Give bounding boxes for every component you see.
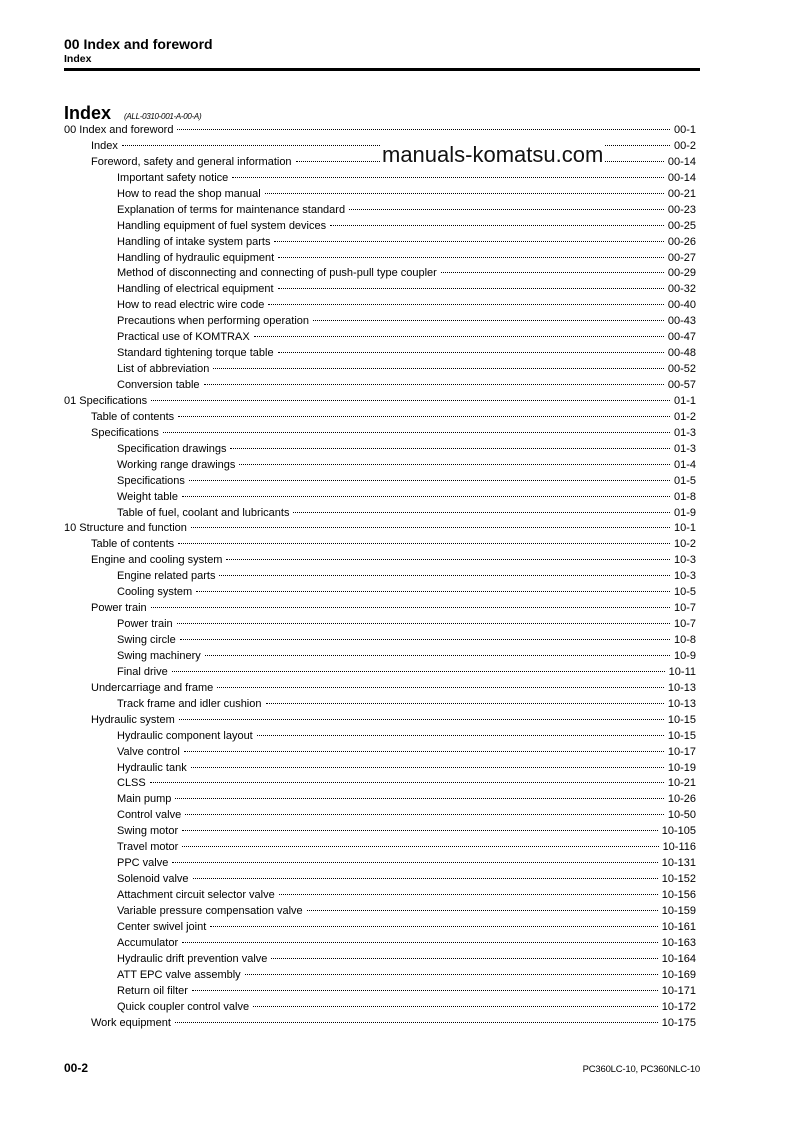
toc-entry-label: Swing motor bbox=[117, 825, 179, 838]
toc-entry[interactable] bbox=[64, 633, 696, 649]
dot-leader bbox=[191, 767, 664, 768]
toc-entry[interactable] bbox=[64, 314, 696, 330]
dot-leader bbox=[177, 129, 670, 130]
dot-leader bbox=[230, 448, 670, 449]
toc-entry-page: 01-3 bbox=[673, 426, 696, 439]
toc-entry-page: 00-1 bbox=[673, 124, 696, 136]
toc-entry[interactable] bbox=[64, 792, 696, 808]
toc-entry-page: 00-48 bbox=[667, 347, 696, 360]
dot-leader bbox=[265, 193, 664, 194]
toc-entry-label: Control valve bbox=[117, 809, 182, 822]
toc-entry-label: Center swivel joint bbox=[117, 920, 207, 933]
toc-entry-label: Handling equipment of fuel system devices bbox=[117, 219, 327, 232]
toc-entry[interactable] bbox=[64, 585, 696, 601]
toc-entry[interactable] bbox=[64, 936, 696, 952]
toc-entry[interactable] bbox=[64, 824, 696, 840]
toc-entry-page: 10-3 bbox=[673, 554, 696, 567]
toc-entry-label: Engine and cooling system bbox=[91, 554, 223, 567]
toc-entry-page: 10-7 bbox=[673, 618, 696, 631]
toc-entry[interactable] bbox=[64, 490, 696, 506]
toc-entry-label: Specification drawings bbox=[117, 442, 227, 455]
dot-leader bbox=[313, 320, 664, 321]
toc-entry-page: 00-25 bbox=[667, 219, 696, 232]
document-code: (ALL-0310-001-A-00-A) bbox=[124, 112, 202, 121]
toc-entry-label: Work equipment bbox=[91, 1016, 171, 1029]
toc-entry[interactable] bbox=[64, 920, 696, 936]
dot-leader bbox=[257, 735, 664, 736]
dot-leader bbox=[179, 719, 664, 720]
toc-entry-page: 01-8 bbox=[673, 490, 696, 503]
toc-entry-page: 00-29 bbox=[667, 267, 696, 280]
toc-entry[interactable] bbox=[64, 442, 696, 458]
toc-entry-page: 10-169 bbox=[661, 968, 696, 981]
dot-leader bbox=[189, 480, 670, 481]
toc-entry-page: 01-1 bbox=[673, 394, 696, 407]
toc-entry-page: 10-26 bbox=[667, 793, 696, 806]
dot-leader bbox=[177, 623, 670, 624]
dot-leader bbox=[239, 464, 670, 465]
dot-leader bbox=[210, 926, 657, 927]
toc-entry-label: Hydraulic component layout bbox=[117, 729, 253, 742]
toc-entry[interactable] bbox=[64, 378, 696, 394]
toc-entry[interactable] bbox=[64, 697, 696, 713]
toc-entry[interactable] bbox=[64, 458, 696, 474]
toc-entry[interactable] bbox=[64, 330, 696, 346]
toc-entry-label: Method of disconnecting and connecting of push-pull type coupler bbox=[117, 267, 437, 280]
toc-entry-label: Conversion table bbox=[117, 379, 200, 391]
dot-leader bbox=[182, 942, 658, 943]
dot-leader bbox=[293, 512, 670, 513]
toc-entry[interactable] bbox=[64, 298, 696, 314]
dot-leader bbox=[163, 432, 670, 433]
toc-entry-page: 10-172 bbox=[661, 1000, 696, 1013]
toc-entry-page: 10-156 bbox=[661, 889, 696, 901]
dot-leader bbox=[217, 687, 664, 688]
toc-entry[interactable] bbox=[64, 235, 696, 251]
toc-entry-label: Hydraulic tank bbox=[117, 761, 187, 774]
toc-entry-page: 10-13 bbox=[667, 697, 696, 710]
toc-entry-page: 10-164 bbox=[661, 952, 696, 965]
toc-entry-page: 00-14 bbox=[667, 155, 696, 168]
toc-entry-page: 10-7 bbox=[673, 602, 696, 615]
toc-entry[interactable] bbox=[64, 729, 696, 745]
toc-entry-label: Handling of electrical equipment bbox=[117, 283, 274, 296]
toc-entry-label: Undercarriage and frame bbox=[91, 681, 214, 694]
toc-entry-label: How to read the shop manual bbox=[117, 187, 261, 200]
toc-entry-page: 10-15 bbox=[667, 713, 696, 726]
dot-leader bbox=[330, 225, 664, 226]
toc-entry[interactable] bbox=[64, 537, 696, 553]
toc-entry-page: 00-27 bbox=[667, 251, 696, 264]
dot-leader bbox=[185, 814, 664, 815]
toc-entry[interactable] bbox=[64, 346, 696, 362]
toc-entry[interactable] bbox=[64, 362, 696, 378]
toc-entry-label: 10 Structure and function bbox=[64, 522, 187, 535]
toc-entry[interactable] bbox=[64, 649, 696, 665]
dot-leader bbox=[226, 559, 670, 560]
toc-entry-label: Swing circle bbox=[117, 634, 176, 646]
toc-entry[interactable] bbox=[64, 266, 696, 282]
toc-entry-page: 10-105 bbox=[661, 825, 696, 838]
toc-entry-label: How to read electric wire code bbox=[117, 299, 265, 312]
toc-entry-label: Power train bbox=[91, 602, 147, 615]
toc-entry[interactable] bbox=[64, 251, 696, 267]
toc-entry-label: Weight table bbox=[117, 490, 178, 503]
toc-entry[interactable] bbox=[64, 952, 696, 968]
toc-entry[interactable] bbox=[64, 203, 696, 219]
dot-leader bbox=[307, 910, 658, 911]
toc-entry-label: Solenoid valve bbox=[117, 873, 189, 886]
toc-entry-page: 10-131 bbox=[661, 857, 696, 870]
model-designation: PC360LC-10, PC360NLC-10 bbox=[582, 1064, 700, 1075]
dot-leader bbox=[191, 527, 670, 528]
toc-entry[interactable] bbox=[64, 872, 696, 888]
toc-entry-label: Standard tightening torque table bbox=[117, 347, 274, 360]
toc-entry-label: Swing machinery bbox=[117, 649, 201, 662]
dot-leader bbox=[441, 272, 664, 273]
toc-entry-label: Table of contents bbox=[91, 410, 175, 423]
toc-entry-page: 10-50 bbox=[667, 809, 696, 822]
dot-leader bbox=[268, 304, 664, 305]
dot-leader bbox=[184, 751, 664, 752]
toc-entry-page: 00-14 bbox=[667, 171, 696, 184]
dot-leader bbox=[182, 830, 658, 831]
toc-entry-page: 10-163 bbox=[661, 936, 696, 949]
dot-leader bbox=[278, 352, 664, 353]
toc-entry[interactable] bbox=[64, 426, 696, 442]
toc-entry[interactable] bbox=[64, 617, 696, 633]
toc-entry-label: Variable pressure compensation valve bbox=[117, 904, 303, 917]
toc-entry-label: Cooling system bbox=[117, 586, 193, 599]
toc-entry-page: 10-2 bbox=[673, 538, 696, 551]
toc-entry-label: Quick coupler control valve bbox=[117, 1000, 250, 1013]
toc-entry[interactable] bbox=[64, 506, 696, 522]
toc-entry-label: Important safety notice bbox=[117, 171, 229, 184]
toc-entry-page: 00-2 bbox=[673, 139, 696, 152]
page-footer bbox=[64, 1061, 700, 1075]
dot-leader bbox=[182, 846, 658, 847]
toc-entry[interactable] bbox=[64, 681, 696, 697]
toc-entry-label: CLSS bbox=[117, 777, 146, 790]
toc-entry-label: Working range drawings bbox=[117, 458, 236, 471]
dot-leader bbox=[151, 400, 670, 401]
dot-leader bbox=[204, 384, 664, 385]
toc-entry-label: Hydraulic system bbox=[91, 713, 175, 726]
toc-entry-page: 10-3 bbox=[673, 570, 696, 583]
toc-entry-label: Valve control bbox=[117, 745, 180, 758]
dot-leader bbox=[172, 862, 657, 863]
toc-entry-page: 00-47 bbox=[667, 331, 696, 344]
toc-entry-page: 00-23 bbox=[667, 203, 696, 216]
toc-entry-page: 10-15 bbox=[667, 729, 696, 742]
toc-entry-page: 10-152 bbox=[661, 873, 696, 886]
toc-entry-page: 00-21 bbox=[667, 187, 696, 200]
toc-entry-page: 10-9 bbox=[673, 649, 696, 662]
toc-entry[interactable] bbox=[64, 187, 696, 203]
watermark: manuals-komatsu.com bbox=[382, 142, 604, 167]
toc-entry[interactable] bbox=[64, 1016, 696, 1032]
dot-leader bbox=[274, 241, 663, 242]
toc-entry-label: Handling of hydraulic equipment bbox=[117, 251, 275, 264]
header-divider bbox=[64, 68, 700, 71]
dot-leader bbox=[205, 655, 670, 656]
toc-entry[interactable] bbox=[64, 808, 696, 824]
dot-leader bbox=[175, 1022, 658, 1023]
dot-leader bbox=[278, 257, 664, 258]
toc-entry[interactable] bbox=[64, 984, 696, 1000]
toc-entry[interactable] bbox=[64, 840, 696, 856]
toc-entry-label: List of abbreviation bbox=[117, 363, 210, 376]
toc-entry-label: Practical use of KOMTRAX bbox=[117, 331, 250, 344]
toc-entry-page: 00-32 bbox=[667, 283, 696, 296]
dot-leader bbox=[213, 368, 664, 369]
toc-entry-page: 10-159 bbox=[661, 904, 696, 917]
toc-entry-page: 01-5 bbox=[673, 474, 696, 487]
toc-entry[interactable] bbox=[64, 713, 696, 729]
dot-leader bbox=[278, 288, 664, 289]
dot-leader bbox=[245, 974, 658, 975]
toc-entry[interactable] bbox=[64, 761, 696, 777]
toc-entry-page: 10-5 bbox=[673, 586, 696, 599]
toc-entry-page: 10-161 bbox=[661, 920, 696, 933]
toc-entry-page: 10-1 bbox=[673, 522, 696, 535]
dot-leader bbox=[178, 416, 670, 417]
toc-entry[interactable] bbox=[64, 665, 696, 681]
index-heading bbox=[64, 103, 201, 123]
section-subtitle: Index bbox=[64, 53, 92, 65]
toc-entry-page: 01-2 bbox=[673, 410, 696, 423]
toc-entry[interactable] bbox=[64, 171, 696, 187]
toc-entry[interactable] bbox=[64, 601, 696, 617]
toc-entry-label: Engine related parts bbox=[117, 570, 216, 583]
toc-entry-label: Track frame and idler cushion bbox=[117, 697, 262, 710]
toc-entry-page: 10-21 bbox=[667, 777, 696, 790]
toc-entry[interactable] bbox=[64, 474, 696, 490]
toc-entry-page: 00-43 bbox=[667, 315, 696, 328]
toc-entry-label: Foreword, safety and general information bbox=[91, 155, 292, 168]
dot-leader bbox=[271, 958, 657, 959]
toc-entry[interactable] bbox=[64, 968, 696, 984]
dot-leader bbox=[253, 1006, 658, 1007]
dot-leader bbox=[254, 336, 664, 337]
toc-entry[interactable] bbox=[64, 904, 696, 920]
toc-entry-page: 00-57 bbox=[667, 379, 696, 391]
dot-leader bbox=[193, 878, 658, 879]
toc-entry-page: 10-116 bbox=[662, 841, 696, 854]
toc-entry-label: 00 Index and foreword bbox=[64, 124, 174, 136]
dot-leader bbox=[178, 543, 670, 544]
toc-entry[interactable] bbox=[64, 219, 696, 235]
dot-leader bbox=[172, 671, 665, 672]
toc-entry-page: 01-3 bbox=[673, 442, 696, 455]
dot-leader bbox=[150, 782, 664, 783]
dot-leader bbox=[349, 209, 664, 210]
toc-entry-label: Hydraulic drift prevention valve bbox=[117, 952, 268, 965]
page-title: Index bbox=[64, 103, 112, 123]
toc-entry-label: Power train bbox=[117, 618, 173, 631]
dot-leader bbox=[196, 591, 670, 592]
dot-leader bbox=[180, 639, 670, 640]
toc-entry-label: Table of contents bbox=[91, 538, 175, 551]
toc-entry-label: Accumulator bbox=[117, 936, 179, 949]
toc-entry-page: 10-11 bbox=[668, 665, 696, 678]
section-title: 00 Index and foreword bbox=[64, 36, 213, 52]
toc-entry-page: 10-13 bbox=[667, 681, 696, 694]
toc-entry-page: 00-40 bbox=[667, 299, 696, 312]
toc-entry-page: 10-19 bbox=[667, 761, 696, 774]
toc-entry-label: Attachment circuit selector valve bbox=[117, 889, 275, 901]
dot-leader bbox=[266, 703, 664, 704]
toc-entry-page: 10-175 bbox=[661, 1016, 696, 1029]
dot-leader bbox=[182, 496, 670, 497]
toc-entry[interactable] bbox=[64, 856, 696, 872]
toc-entry-page: 10-17 bbox=[667, 745, 696, 758]
table-of-contents bbox=[64, 123, 696, 1031]
toc-entry[interactable] bbox=[64, 410, 696, 426]
toc-entry-page: 10-8 bbox=[673, 634, 696, 646]
dot-leader bbox=[192, 990, 658, 991]
dot-leader bbox=[219, 575, 670, 576]
toc-entry[interactable] bbox=[64, 282, 696, 298]
toc-entry-page: 00-52 bbox=[667, 363, 696, 376]
toc-entry[interactable] bbox=[64, 521, 696, 537]
page-number: 00-2 bbox=[64, 1061, 89, 1075]
toc-entry-label: Return oil filter bbox=[117, 984, 188, 997]
toc-entry-label: 01 Specifications bbox=[64, 394, 148, 407]
toc-entry[interactable] bbox=[64, 553, 696, 569]
toc-entry[interactable] bbox=[64, 569, 696, 585]
toc-entry-label: Handling of intake system parts bbox=[117, 235, 271, 248]
page-header bbox=[64, 36, 700, 65]
toc-entry-label: Main pump bbox=[117, 793, 172, 806]
toc-entry[interactable] bbox=[64, 776, 696, 792]
toc-entry[interactable] bbox=[64, 745, 696, 761]
toc-entry-page: 00-26 bbox=[667, 235, 696, 248]
dot-leader bbox=[175, 798, 663, 799]
toc-entry-label: Travel motor bbox=[117, 841, 179, 854]
toc-entry[interactable] bbox=[64, 1000, 696, 1016]
toc-entry-label: Table of fuel, coolant and lubricants bbox=[117, 506, 290, 519]
toc-entry-page: 01-9 bbox=[673, 506, 696, 519]
dot-leader bbox=[151, 607, 670, 608]
toc-entry-label: Specifications bbox=[91, 426, 159, 439]
toc-entry-label: Explanation of terms for maintenance standard bbox=[117, 203, 346, 216]
toc-entry-page: 01-4 bbox=[673, 458, 696, 471]
toc-entry-page: 10-171 bbox=[661, 984, 696, 997]
toc-entry[interactable] bbox=[64, 888, 696, 904]
dot-leader bbox=[232, 177, 664, 178]
toc-entry-label: Specifications bbox=[117, 474, 185, 487]
toc-entry-label: PPC valve bbox=[117, 857, 169, 870]
toc-entry[interactable] bbox=[64, 394, 696, 410]
toc-entry-label: Precautions when performing operation bbox=[117, 315, 310, 328]
toc-entry-label: Final drive bbox=[117, 665, 168, 678]
toc-entry-label: Index bbox=[91, 139, 118, 152]
toc-entry-label: ATT EPC valve assembly bbox=[117, 968, 241, 981]
dot-leader bbox=[279, 894, 658, 895]
toc-entry[interactable] bbox=[64, 123, 696, 139]
